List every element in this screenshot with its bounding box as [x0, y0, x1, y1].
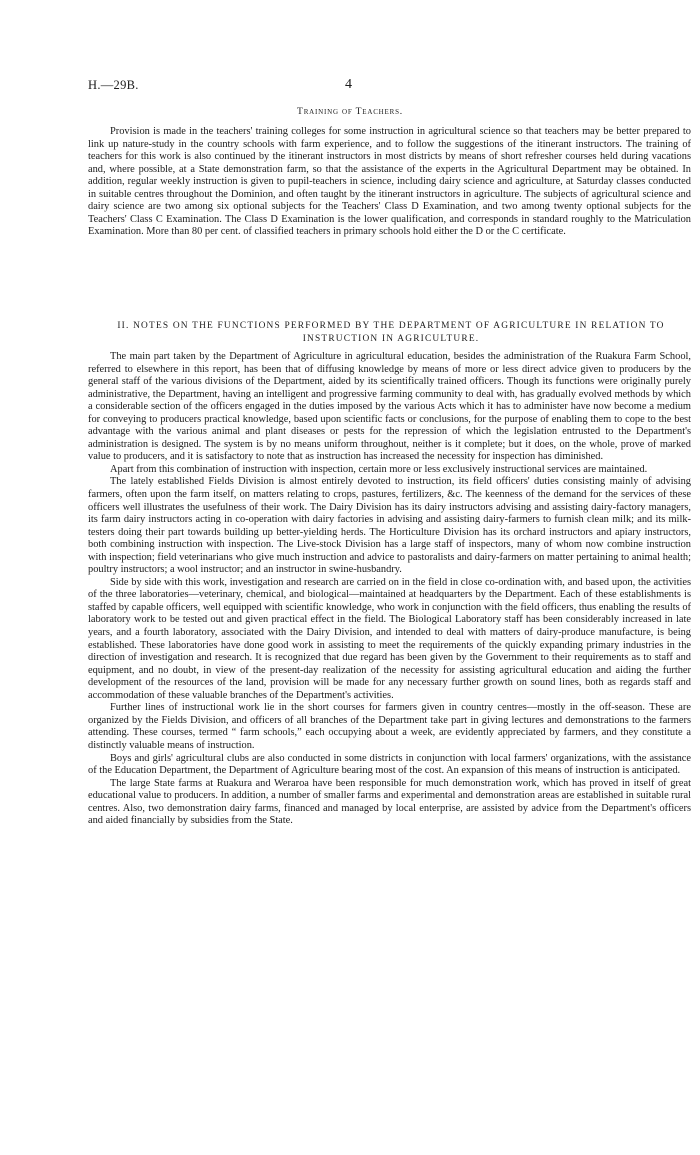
section-department-body: [88, 351, 691, 828]
section-title-department-functions: II. NOTES ON THE FUNCTIONS PERFORMED BY THE DEPARTMENT OF AGRICULTURE IN RELATION TO INSTRUCTION IN AGRICULTURE.: [117, 321, 665, 344]
document-reference: H.—29B.: [88, 78, 139, 92]
page-number: 4: [345, 77, 352, 92]
paragraph: Side by side with this work, investigation and research are carried on in the field in close co-ordination with, and based upon, the activities of the three laboratories—veterinary, chemical, and biological—maintained at headquarters by the Department. Each of these establishments is staffed by capable officers, well equipped with scientific knowledge, who work in conjunction with the field officers, thus enabling the results of laboratory work to be tested out and given practical effect in the field. The Biological Laboratory staff has been considerably increased in late years, and a fourth laboratory, associated with the Dairy Division, and intended to deal with matters of dairy-produce manufacture, is being established. These laboratories have done good work in assisting to meet the requirements of the quickly expanding primary industries in the direction of investigation and research. It is recognized that due regard has been given by the Government to their requirements as to staff and equipment, and no doubt, in view of the present-day realization of the necessity for assisting agricultural education and aiding the further development of the resources of the land, provision will be made for any necessary further growth on sound lines, both as regards staff and accommodation of these valuable branches of the Department's activities.: [88, 576, 691, 701]
paragraph: Apart from this combination of instruction with inspection, certain more or less exclusively instructional services are maintained.: [110, 463, 648, 475]
paragraph: The lately established Fields Division is almost entirely devoted to instruction, its field officers' duties consisting mainly of advising farmers, often upon the farm itself, on matters relating to crops, pastures, fertilizers, &c. The keenness of the demand for the services of these officers well illustrates the usefulness of their work. The Dairy Division has its dairy instructors advising and assisting dairy-factory managers, its farm dairy instructors acting in co-operation with dairy factories in advising and assisting dairy-farmers to furnish clean milk; and its milk-testers doing their part towards building up better-yielding herds. The Horticulture Division has its orchard instructors and apiary instructors, both combining instruction with inspection. The Live-stock Division has a large staff of inspectors, many of whom now combine instruction with inspection; field veterinarians who give much instruction and advice to pastoralists and dairy-farmers on matter pertaining to animal health; poultry instructors; a wool instructor; and an instructor in swine-husbandry.: [88, 476, 691, 576]
section-title-training: Training of Teachers.: [297, 106, 403, 117]
section-training-body: [88, 126, 691, 239]
paragraph: Boys and girls' agricultural clubs are also conducted in some districts in conjunction with local farmers' organizations, with the assistance of the Education Department, the Department of Agriculture bearing most of the cost. An expansion of this means of instruction is anticipated.: [88, 752, 691, 777]
paragraph: The large State farms at Ruakura and Weraroa have been responsible for much demonstration work, which has proved in itself of great educational value to producers. In addition, a number of smaller farms and experimental and demonstration areas are established in suitable rural centres. Also, two demonstration dairy farms, financed and managed by local enterprise, are assisted by advice from the Department's officers and aided financially by subsidies from the State.: [88, 777, 691, 827]
paragraph: Further lines of instructional work lie in the short courses for farmers given in country centres—mostly in the off-season. These are organized by the Fields Division, and officers of all branches of the Department take part in giving lectures and demonstrations to the farmers attending. These courses, termed “ farm schools,” each occupying about a week, are evidently appreciated by farmers, and they constitute a distinctly valuable means of instruction.: [88, 702, 691, 751]
paragraph: Provision is made in the teachers' training colleges for some instruction in agricultural science so that teachers may be better prepared to link up nature-study in the country schools with farm experience, and to follow the suggestions of the itinerant instructors. The training of teachers for this work is also continued by the itinerant instructors in most districts by means of short refresher courses held during vacations and, where possible, at a State demonstration farm, so that the assistance of the experts in the Agricultural Department may be obtained. In addition, regular weekly instruction is given to pupil-teachers in science, including dairy science and agriculture, at Saturday classes conducted in suitable centres throughout the Dominion, and often taught by the itinerant instructors in agriculture. The subjects of agricultural science and dairy science are two among six optional subjects for the Teachers' Class D Examination, and two among twenty optional subjects for the Teachers' Class C Examination. The Class D Examination is the lower qualification, and corresponds in standard roughly to the Matriculation Examination. More than 80 per cent. of classified teachers in primary schools hold either the D or the C certificate.: [88, 126, 691, 238]
paragraph: The main part taken by the Department of Agriculture in agricultural education, besides the administration of the Ruakura Farm School, referred to elsewhere in this report, has been that of diffusing knowledge by means of more or less direct advice given to producers by the general staff of the various divisions of the Department, aided by its scientifically trained officers. Though its functions were originally purely administrative, the Department, having an intelligent and progressive farming community to deal with, has gradually evolved methods by which a considerable section of the officers engaged in the duties imposed by the various Acts which it has to administer have now become a medium for conveying to producers practical knowledge, based upon scientific facts or conclusions, for the purpose of enabling them to cope to the best advantage with the various animal and plant diseases or pests for the repression of which the legislation entrusted to the Department's administration is designed. The system is by no means uniform throughout, neither is it complete; but it does, on the whole, prove of marked value to producers, and it is satisfactory to note that as instruction has increased the necessity for inspection has diminished.: [88, 351, 691, 463]
